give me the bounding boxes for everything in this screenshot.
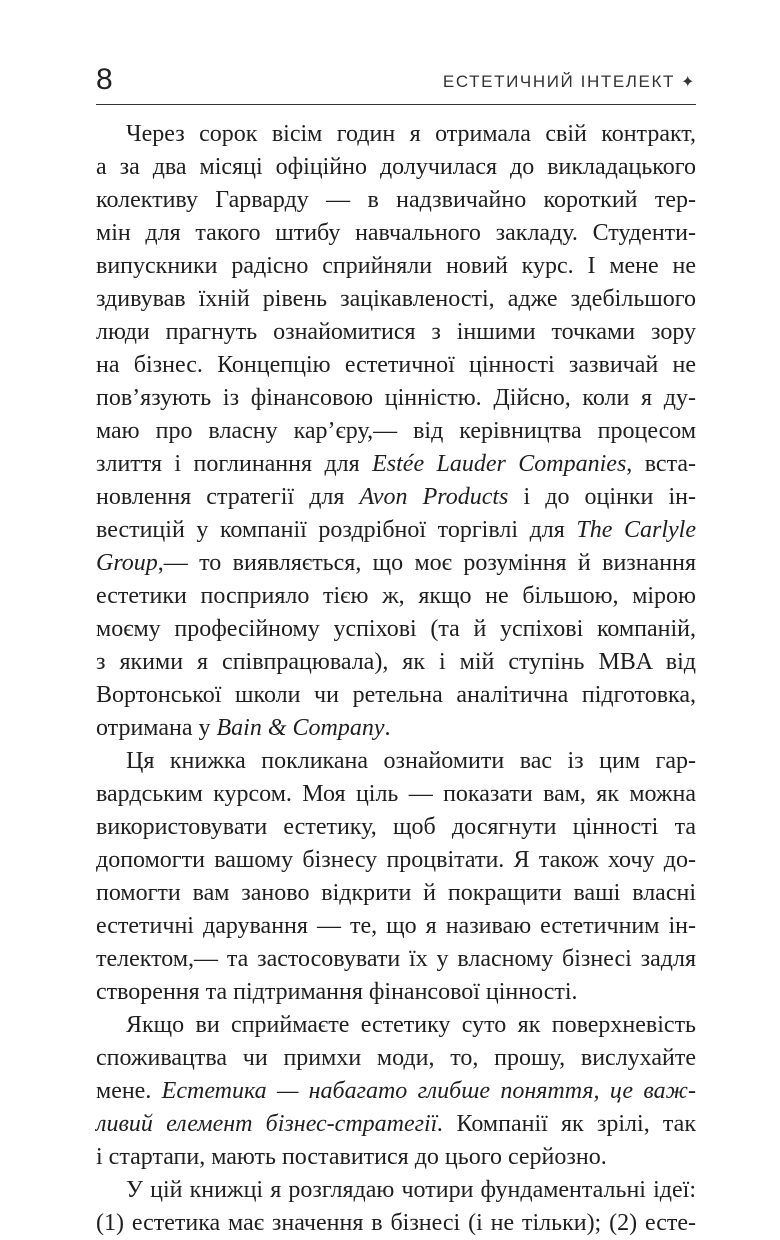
text-line [96, 613, 696, 646]
text-line [96, 976, 696, 1009]
italic-text-run: Avon Products [359, 484, 509, 510]
text-run: і до оцінки ін- [508, 484, 696, 510]
text-line [96, 778, 696, 811]
page-number: 8 [96, 63, 113, 96]
italic-text-run: Естетика — набагато глибше поняття, це важ- [161, 1078, 696, 1104]
text-line [96, 151, 696, 184]
text-run: вестицій у компанії роздрібної торгівлі для [96, 517, 577, 543]
text-line [96, 877, 696, 910]
running-title [443, 72, 696, 93]
text-run: (1) естетика має значення в бізнесі (і не тільки); (2) есте- [96, 1210, 696, 1236]
text-line [96, 811, 696, 844]
text-line [96, 1042, 696, 1075]
text-run: , вста- [626, 451, 696, 477]
text-line [96, 283, 696, 316]
text-line [96, 1009, 696, 1042]
text-run: з якими я співпрацювала), як і мій ступінь MBA від [96, 649, 696, 675]
text-run: пов’язують із фінансовою цінністю. Дійсно, коли я ду- [96, 385, 696, 411]
page-header [96, 62, 696, 102]
text-run: допомогти вашому бізнесу процвітати. Я також хочу до- [96, 847, 696, 873]
text-run: новлення стратегії для [96, 484, 360, 510]
text-run: злиття і поглинання для [96, 451, 373, 477]
text-line [96, 1207, 696, 1240]
text-run: Компанії як зрілі, так [443, 1111, 696, 1137]
text-run: отримана у [96, 715, 217, 741]
text-line [96, 712, 696, 745]
running-title-text: ЕСТЕТИЧНИЙ ІНТЕЛЕКТ [442, 72, 675, 91]
text-line [96, 580, 696, 613]
text-run: створення та підтримання фінансової цінності. [96, 979, 578, 1005]
text-line [96, 646, 696, 679]
text-line [96, 943, 696, 976]
italic-text-run: Bain & Company [216, 715, 385, 741]
text-run: і стартапи, мають поставитися до цього серйозно. [96, 1144, 607, 1170]
text-run: вардським курсом. Моя ціль — показати вам, як можна [96, 781, 696, 807]
ornament-icon: ✦ [680, 74, 696, 91]
text-line [96, 1174, 696, 1207]
text-run: мін для такого штибу навчального закладу. Студенти- [96, 220, 696, 246]
text-line [96, 250, 696, 283]
text-line [96, 547, 696, 580]
text-line [96, 118, 696, 151]
text-run: Через сорок вісім годин я отримала свій контракт, [126, 121, 696, 147]
text-run: естетичні дарування — те, що я називаю естетичним ін- [96, 913, 696, 939]
text-run: ,— то виявляється, що моє розуміння й визнання [157, 550, 696, 576]
body-text [96, 118, 696, 1240]
text-line [96, 844, 696, 877]
italic-text-run: Group [96, 550, 158, 576]
italic-text-run: Estée Lauder Companies [372, 451, 627, 477]
text-run: люди прагнуть ознайомитися з іншими точками зору [96, 319, 696, 345]
text-run: Вортонської школи чи ретельна аналітична підготовка, [96, 682, 696, 708]
text-run: споживацтва чи примхи моди, то, прошу, вислухайте [96, 1045, 696, 1071]
text-line [96, 382, 696, 415]
text-line [96, 745, 696, 778]
italic-text-run: The Carlyle [576, 517, 696, 543]
text-run: мене. [96, 1078, 162, 1104]
text-run: колективу Гарварду — в надзвичайно короткий тер- [96, 187, 696, 213]
text-line [96, 1075, 696, 1108]
text-run: випускники радісно сприйняли новий курс. І мене не [96, 253, 696, 279]
text-line [96, 481, 696, 514]
text-run: естетики посприяло тією ж, якщо не більшою, мірою [96, 583, 696, 609]
text-run: Ця книжка покликана ознайомити вас із цим гар- [126, 748, 696, 774]
text-line [96, 349, 696, 382]
text-line [96, 1108, 696, 1141]
text-run: помогти вам заново відкрити й покращити ваші власні [96, 880, 696, 906]
italic-text-run: ливий елемент бізнес-стратегії. [96, 1111, 444, 1137]
text-run: У цій книжці я розглядаю чотири фундаментальні ідеї: [126, 1177, 696, 1203]
text-run: телектом,— та застосовувати їх у власному бізнесі задля [96, 946, 696, 972]
text-line [96, 1141, 696, 1174]
text-line [96, 316, 696, 349]
header-rule [96, 104, 696, 105]
text-line [96, 184, 696, 217]
text-line [96, 448, 696, 481]
text-run: маю про власну кар’єру,— від керівництва процесом [96, 418, 696, 444]
text-run: використовувати естетику, щоб досягнути цінності та [96, 814, 696, 840]
text-run: здивував їхній рівень зацікавленості, адже здебільшого [96, 286, 696, 312]
text-line [96, 910, 696, 943]
text-run: . [384, 715, 391, 741]
text-line [96, 514, 696, 547]
text-run: а за два місяці офіційно долучилася до викладацького [96, 154, 696, 180]
text-line [96, 679, 696, 712]
text-run: на бізнес. Концепцію естетичної цінності зазвичай не [96, 352, 696, 378]
text-run: моєму професійному успіхові (та й успіхові компаній, [96, 616, 696, 642]
text-run: Якщо ви сприймаєте естетику суто як поверхневість [126, 1012, 696, 1038]
text-line [96, 415, 696, 448]
text-line [96, 217, 696, 250]
